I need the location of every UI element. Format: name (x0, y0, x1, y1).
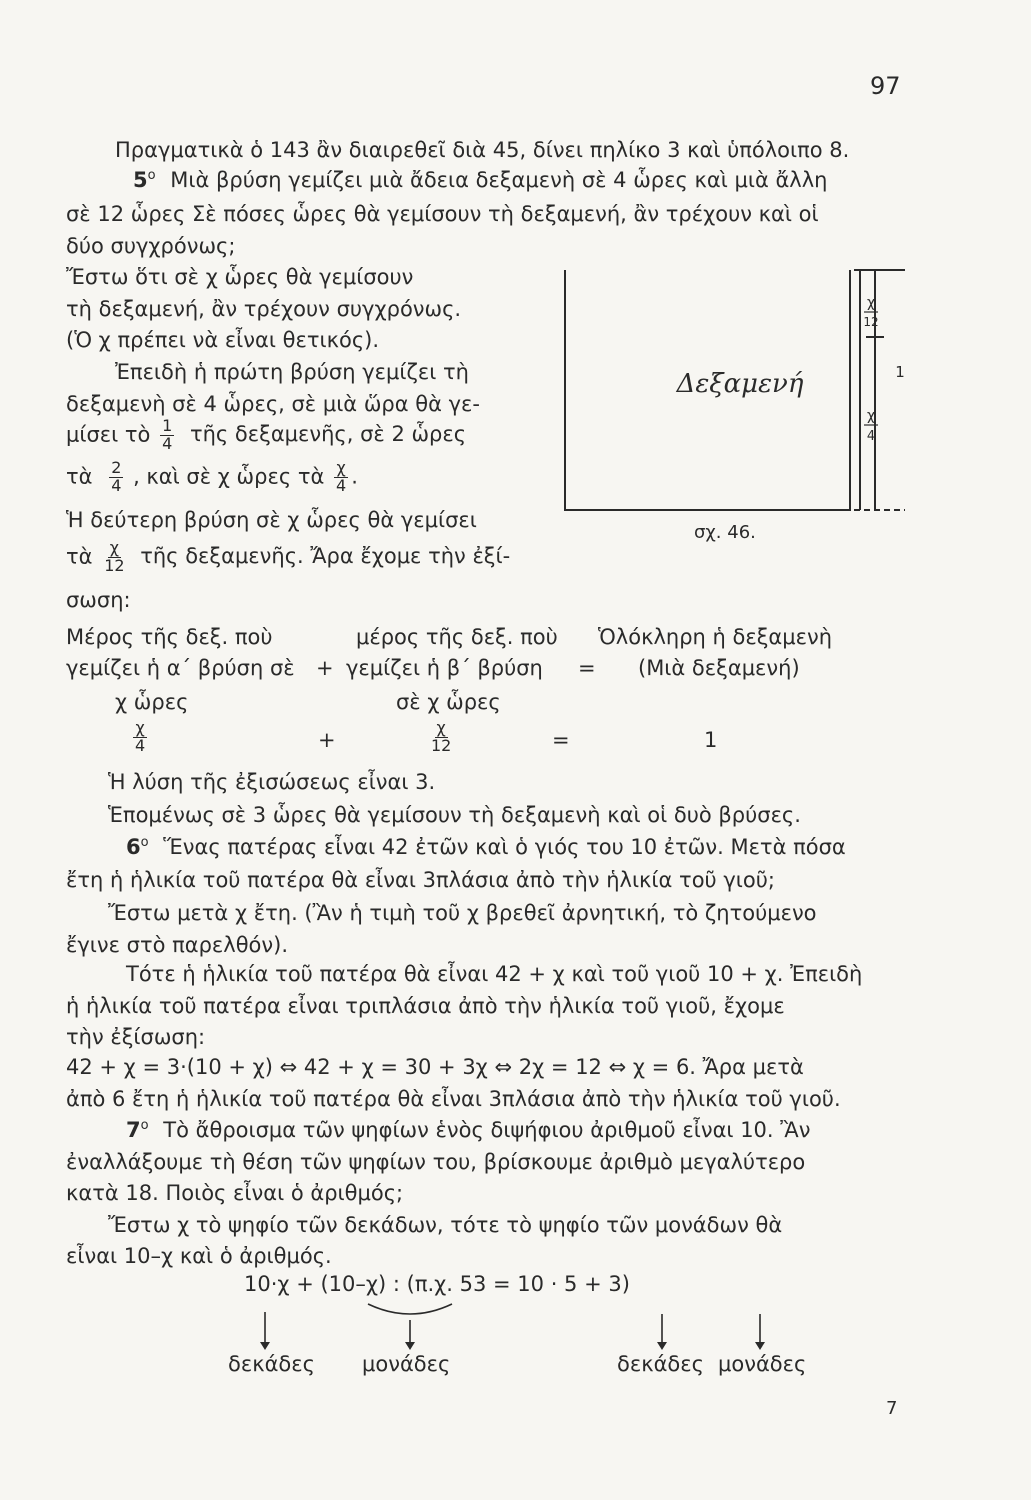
fraction-x-quarter (334, 460, 348, 495)
equals-sign: = (578, 656, 596, 680)
text-line: Ἐπειδὴ ἡ πρώτη βρύση γεμίζει τὴ (115, 360, 469, 384)
table-cell: γεμίζει ἡ β΄ βρύση (346, 656, 543, 680)
denominator: 4 (162, 433, 173, 453)
numerator: 2 (111, 458, 122, 477)
denominator: 4 (336, 475, 347, 495)
problem-number: 5 (133, 168, 148, 192)
brace (368, 1304, 452, 1314)
fraction-two-quarters (109, 460, 123, 495)
numerator: χ (109, 538, 119, 557)
ordinal-mark: ο (140, 1118, 149, 1133)
text-line: ἐναλλάξουμε τὴ θέση τῶν ψηφίων του, βρίσκουμε ἀριθμὸ μεγαλύτερο (66, 1150, 806, 1174)
numerator: χ (135, 718, 145, 737)
figure-caption: σχ. 46. (694, 522, 756, 543)
signature-mark: 7 (886, 1398, 898, 1419)
text: , καὶ σὲ χ ὧρες τὰ (133, 464, 325, 489)
equation-row (130, 720, 150, 755)
fraction-x-twelfth (102, 540, 126, 575)
text-line: Ἔστω μετὰ χ ἔτη. (Ἂν ἡ τιμὴ τοῦ χ βρεθεῖ ἀρνητική, τὸ ζητούμενο (108, 901, 817, 925)
text: τὰ (66, 544, 93, 569)
equals-sign: = (552, 728, 570, 752)
numerator: 1 (162, 416, 173, 435)
dim-top-num: χ (866, 295, 876, 311)
ordinal-mark: ο (147, 168, 156, 183)
numerator: χ (336, 458, 346, 477)
text-line: εἶναι 10–χ καὶ ὁ ἀριθμός. (66, 1244, 332, 1268)
text-line: τὴν ἐξίσωση: (66, 1025, 206, 1049)
problem-text: Τὸ ἄθροισμα τῶν ψηφίων ἑνὸς διψήφιου ἀριθμοῦ εἶναι 10. Ἂν (163, 1118, 811, 1142)
plus-sign: + (316, 656, 334, 680)
text: τῆς δεξαμενῆς. Ἄρα ἔχομε τὴν ἐξί- (140, 544, 511, 569)
text-line-fraction (66, 460, 358, 495)
fraction-x-twelfth (429, 720, 453, 755)
dim-bottom-den: 4 (866, 429, 876, 444)
dim-top-den: 12 (863, 315, 879, 329)
problem-text: Μιὰ βρύση γεμίζει μιὰ ἄδεια δεξαμενὴ σὲ 4 ὧρες καὶ μιὰ ἄλλη (170, 168, 828, 192)
text-line: Πραγματικὰ ὁ 143 ἂν διαιρεθεῖ διὰ 45, δίνει πηλίκο 3 καὶ ὑπόλοιπο 8. (115, 138, 850, 162)
label-monades: μονάδες (362, 1352, 451, 1376)
fraction-x-quarter (133, 720, 147, 755)
arrowhead (755, 1342, 765, 1350)
page-number: 97 (870, 72, 901, 100)
text: μίσει τὸ (66, 422, 151, 447)
reservoir-figure (560, 262, 910, 547)
dim-bottom-num: χ (866, 408, 876, 424)
text-line: Ἔστω χ τὸ ψηφίο τῶν δεκάδων, τότε τὸ ψηφίο τῶν μονάδων θὰ (108, 1213, 783, 1237)
label-dekades: δεκάδες (228, 1352, 315, 1376)
text: τὰ (66, 464, 93, 489)
text-line: ἔτη ἡ ἡλικία τοῦ πατέρα θὰ εἶναι 3πλάσια ἀπὸ τὴν ἡλικία τοῦ γιοῦ; (66, 868, 775, 892)
label-monades: μονάδες (718, 1352, 807, 1376)
table-cell: μέρος τῆς δεξ. ποὺ (356, 625, 558, 649)
text-line: σὲ 12 ὧρες Σὲ πόσες ὧρες θὰ γεμίσουν τὴ δεξαμενή, ἂν τρέχουν καὶ οἱ (66, 202, 819, 226)
text: τῆς δεξαμενῆς, σὲ 2 ὧρες (189, 422, 467, 447)
text-line: ἀπὸ 6 ἔτη ἡ ἡλικία τοῦ πατέρα θὰ εἶναι 3πλάσια ἀπὸ τὴν ἡλικία τοῦ γιοῦ. (66, 1087, 841, 1111)
denominator: 4 (111, 475, 122, 495)
text-line: Ἔστω ὅτι σὲ χ ὧρες θὰ γεμίσουν (66, 265, 414, 289)
table-cell: (Μιὰ δεξαμενή) (638, 656, 800, 680)
text-line-fraction (66, 418, 466, 453)
problem-text: Ἕνας πατέρας εἶναι 42 ἐτῶν καὶ ὁ γιός του 10 ἐτῶν. Μετὰ πόσα (163, 835, 846, 859)
table-cell: σὲ χ ὧρες (396, 690, 501, 714)
text-line: σωση: (66, 588, 131, 612)
text-line: ἔγινε στὸ παρελθόν). (66, 933, 289, 957)
text: . (351, 464, 358, 489)
ordinal-mark: ο (140, 835, 149, 850)
text-line: Ἡ λύση τῆς ἐξισώσεως εἶναι 3. (108, 770, 436, 794)
denominator: 12 (431, 735, 452, 755)
problem-number: 6 (126, 835, 141, 859)
text-line: Τότε ἡ ἡλικία τοῦ πατέρα θὰ εἶναι 42 + χ καὶ τοῦ γιοῦ 10 + χ. Ἐπειδὴ (126, 962, 863, 986)
equation-rhs: 1 (704, 728, 718, 752)
text-line: δύο συγχρόνως; (66, 234, 236, 258)
dim-total: 1 (895, 363, 905, 381)
text-line: κατὰ 18. Ποιὸς εἶναι ὁ ἀριθμός; (66, 1181, 404, 1205)
denominator: 12 (104, 555, 125, 575)
plus-sign: + (318, 728, 336, 752)
equation-line: 10·χ + (10–χ) : (π.χ. 53 = 10 · 5 + 3) (244, 1272, 630, 1296)
denominator: 4 (135, 735, 146, 755)
equation-row (426, 720, 456, 755)
numerator: χ (436, 718, 446, 737)
text-line: Ἡ δεύτερη βρύση σὲ χ ὧρες θὰ γεμίσει (66, 508, 477, 532)
problem-number: 7 (126, 1118, 141, 1142)
text-line: τὴ δεξαμενή, ἂν τρέχουν συγχρόνως. (66, 297, 462, 321)
label-dekades: δεκάδες (617, 1352, 704, 1376)
text-line-fraction (66, 540, 510, 575)
text-line: (Ὁ χ πρέπει νὰ εἶναι θετικός). (66, 328, 380, 352)
problem-6-heading (126, 835, 846, 860)
table-cell: Μέρος τῆς δεξ. ποὺ (66, 625, 273, 649)
digit-arrows (220, 1298, 780, 1358)
table-cell: χ ὧρες (115, 690, 189, 714)
table-cell: Ὁλόκληρη ἡ δεξαμενὴ (598, 625, 833, 649)
problem-7-heading (126, 1118, 810, 1143)
problem-5-heading (133, 168, 827, 193)
arrowhead (405, 1342, 415, 1350)
reservoir-label: Δεξαμενή (676, 369, 804, 399)
text-line: ἡ ἡλικία τοῦ πατέρα εἶναι τριπλάσια ἀπὸ τὴν ἡλικία τοῦ γιοῦ, ἔχομε (66, 994, 785, 1018)
arrowhead (657, 1342, 667, 1350)
fraction-one-quarter (160, 418, 174, 453)
table-cell: γεμίζει ἡ α΄ βρύση σὲ (66, 656, 295, 680)
text-line: Ἑπομένως σὲ 3 ὧρες θὰ γεμίσουν τὴ δεξαμενὴ καὶ οἱ δυὸ βρύσες. (108, 803, 801, 827)
arrowhead (260, 1342, 270, 1350)
text-line: δεξαμενὴ σὲ 4 ὧρες, σὲ μιὰ ὥρα θὰ γε- (66, 392, 480, 416)
equation-line: 42 + χ = 3·(10 + χ) ⇔ 42 + χ = 30 + 3χ ⇔ 2χ = 12 ⇔ χ = 6. Ἄρα μετὰ (66, 1055, 804, 1079)
